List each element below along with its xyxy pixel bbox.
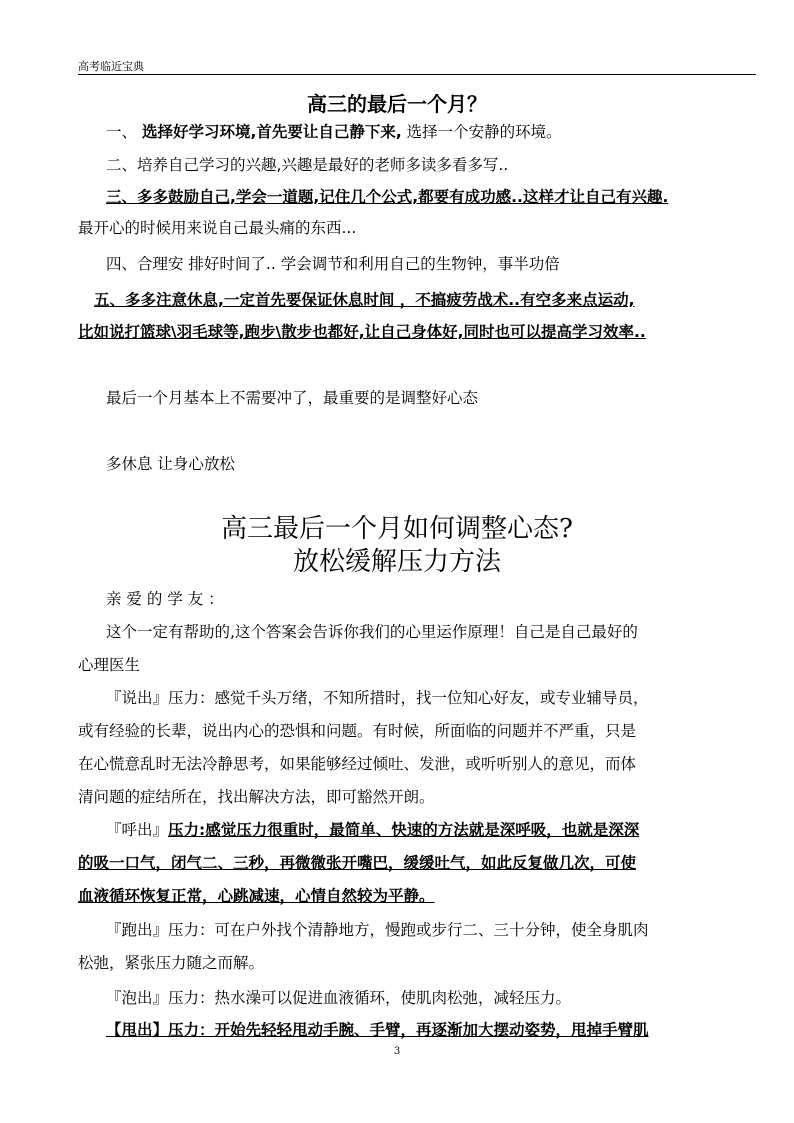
say-paragraph-line3: 在心慌意乱时无法冷静思考，如果能够经过倾吐、发泄，或听听别人的意见，而体 [78, 755, 637, 773]
section1-item5-line1: 五、多多注意休息,一定首先要保证休息时间 ，不搞疲劳战术..有空多来点运动, [94, 291, 635, 309]
run-paragraph-line1: 『跑出』压力：可在户外找个清静地方，慢跑或步行二、三十分钟，使全身肌肉 [106, 921, 649, 939]
section2-intro-line1: 这个一定有帮助的,这个答案会告诉你我们的心里运作原理！自己是自己最好的 [106, 623, 638, 641]
section2-greeting: 亲 爱 的 学 友 ： [106, 590, 224, 608]
breathe-bold-text: 压力:感觉压力很重时，最简单、快速的方法就是深呼吸，也就是深深 [168, 821, 640, 839]
item1-bold-text: 选择好学习环境,首先要让自己静下来, [141, 123, 402, 141]
section1-item4: 四、合理安 排好时间了.. 学会调节和利用自己的生物钟，事半功倍 [106, 255, 560, 273]
breathe-paragraph-line3: 血液循环恢复正常，心跳减速，心情自然较为平静。 [78, 887, 435, 905]
soak-paragraph: 『泡出』压力：热水澡可以促进血液循环，使肌肉松弛，减轻压力。 [106, 989, 572, 1007]
shake-paragraph-line1: 【甩出】压力：开始先轻轻甩动手腕、手臂，再逐渐加大摆动姿势，甩掉手臂肌 [106, 1021, 649, 1039]
say-paragraph-line1: 『说出』压力：感觉千头万绪，不知所措时，找一位知心好友，或专业辅导员， [106, 689, 649, 707]
section2-title-line1: 高三最后一个月如何调整心态? [221, 514, 573, 544]
section1-note1: 最后一个月基本上不需要冲了，最重要的是调整好心态 [106, 389, 479, 407]
section2-intro-line2: 心理医生 [78, 656, 141, 674]
section1-note2: 多休息 让身心放松 [106, 455, 235, 473]
section1-item1 [106, 120, 562, 142]
page-number: 3 [393, 1046, 401, 1057]
item1-rest-text: 选择一个安静的环境。 [406, 123, 562, 141]
section1-item5-line2: 比如说打篮球\羽毛球等,跑步\散步也都好,让自己身体好,同时也可以提高学习效率.. [78, 323, 646, 341]
section1-item3-line2: 最开心的时候用来说自己最头痛的东西... [78, 219, 357, 237]
running-header: 高考临近宝典 [78, 60, 144, 73]
header-rule [78, 74, 756, 75]
section1-item2: 二、培养自己学习的兴趣,兴趣是最好的老师多读多看多写.. [106, 156, 509, 174]
section2-title-line2: 放松缓解压力方法 [292, 547, 501, 577]
breathe-prefix: 『呼出』 [106, 821, 169, 839]
breathe-paragraph-line2: 的吸一口气，闭气二、三秒，再微微张开嘴巴，缓缓吐气，如此反复做几次，可使 [78, 854, 637, 872]
run-paragraph-line2: 松弛，紧张压力随之而解。 [78, 954, 265, 972]
say-paragraph-line4: 清问题的症结所在，找出解决方法，即可豁然开朗。 [78, 788, 435, 806]
section1-item3-line1: 三、多多鼓励自己,学会一道题,记住几个公式,都要有成功感..这样才让自己有兴趣. [106, 188, 669, 206]
item1-number: 一、 [106, 123, 142, 141]
say-paragraph-line2: 或有经验的长辈，说出内心的恐惧和问题。有时候，所面临的问题并不严重，只是 [78, 722, 637, 740]
breathe-paragraph-line1 [106, 818, 639, 840]
section1-title: 高三的最后一个月？ [307, 92, 487, 116]
